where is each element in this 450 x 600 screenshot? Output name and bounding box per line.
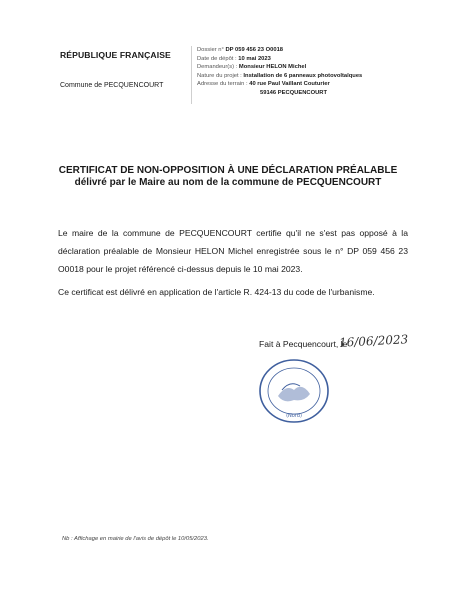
site-address-line2: 59146 PECQUENCOURT xyxy=(260,89,328,96)
project-nature-row xyxy=(197,72,403,81)
place-and-date-label: Fait à Pecquencourt, le xyxy=(259,339,348,349)
dossier-info-block xyxy=(191,46,403,104)
dossier-number-value: DP 059 456 23 O0018 xyxy=(225,47,284,53)
town-hall-stamp xyxy=(256,356,332,426)
certificate-title-line2: délivré par le Maire au nom de la commune de PECQUENCOURT xyxy=(74,177,382,188)
applicant-label: Demandeur(s) : xyxy=(197,64,238,71)
site-address-row-2 xyxy=(197,89,403,98)
filing-date-row xyxy=(197,55,403,64)
project-nature-value: Installation de 6 panneaux photovoltaïques xyxy=(243,72,363,79)
dossier-number-row xyxy=(197,46,403,55)
site-address-line1: 40 rue Paul Vaillant Couturier xyxy=(249,81,330,88)
certification-paragraph: Le maire de la commune de PECQUENCOURT certifie qu'il ne s'est pas opposé à la déclaration préalable de Monsieur HELON Michel enregistrée sous le n° DP 059 456 23 O0018 pour le projet référencé ci-dessus depuis le 10 mai 2023. xyxy=(58,228,408,274)
project-nature-label: Nature du projet : xyxy=(197,72,242,79)
applicant-row xyxy=(197,63,403,72)
handwritten-date: 16/06/2023 xyxy=(338,332,409,350)
commune-name: Commune de PECQUENCOURT xyxy=(60,82,164,89)
republic-heading: RÉPUBLIQUE FRANÇAISE xyxy=(60,50,171,60)
legal-basis-paragraph: Ce certificat est délivré en application de l'article R. 424-13 du code de l'urbanisme. xyxy=(58,287,375,297)
issuer-block xyxy=(60,50,190,89)
dossier-number-label: Dossier n° xyxy=(197,47,224,53)
posting-footnote: Nb : Affichage en mairie de l'avis de dépôt le 10/05/2023. xyxy=(62,536,209,542)
certificate-title-line1: CERTIFICAT DE NON-OPPOSITION À UNE DÉCLARATION PRÉALABLE xyxy=(58,165,398,176)
svg-text:(Nord): (Nord) xyxy=(286,413,302,419)
site-address-label: Adresse du terrain : xyxy=(197,81,248,88)
filing-date-value: 10 mai 2023 xyxy=(238,55,271,62)
certificate-title xyxy=(30,165,426,189)
stamp-seal-icon xyxy=(256,356,332,426)
site-address-row xyxy=(197,80,403,89)
filing-date-label: Date de dépôt : xyxy=(197,55,237,62)
applicant-value: Monsieur HELON Michel xyxy=(238,64,307,71)
